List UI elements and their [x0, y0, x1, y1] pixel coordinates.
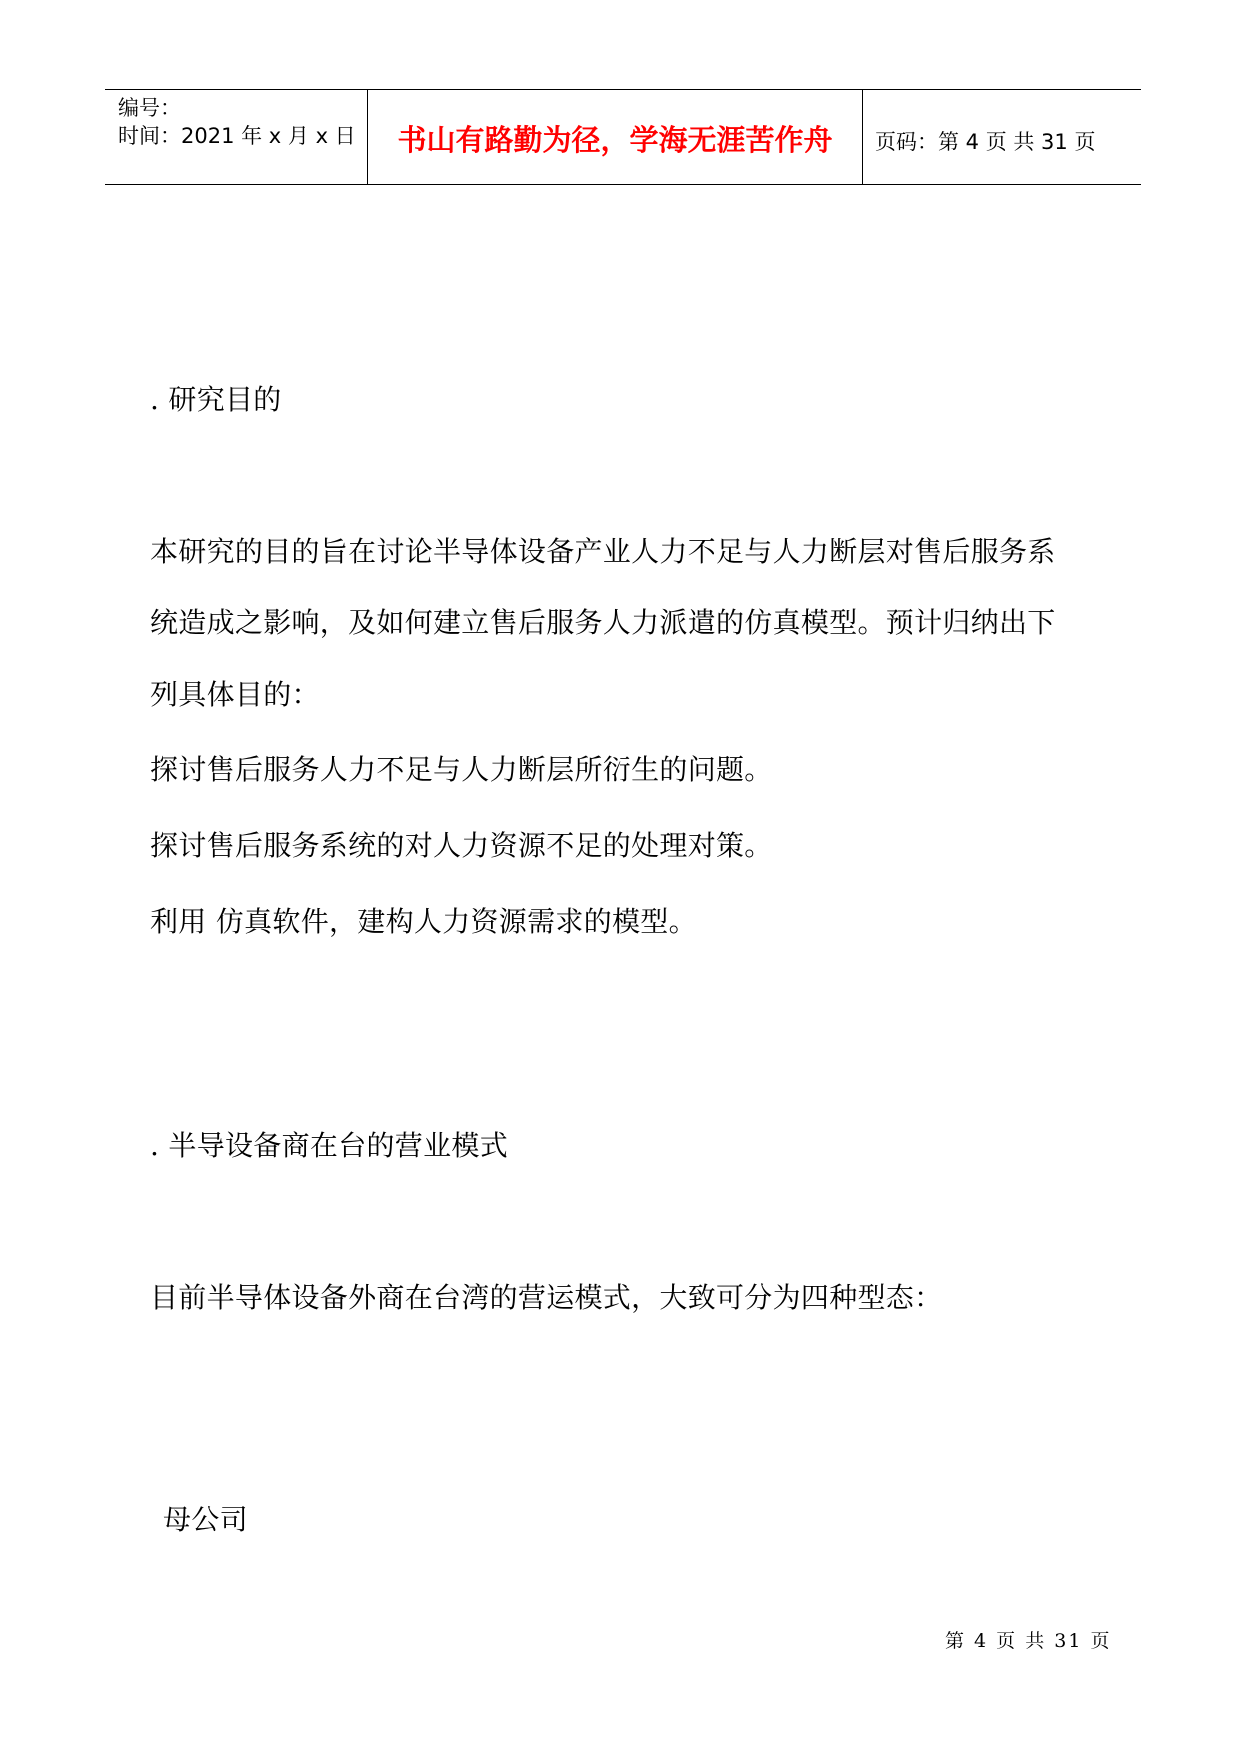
paragraph-line: 统造成之影响，及如何建立售后服务人力派遣的仿真模型。预计归纳出下: [150, 606, 1056, 639]
paragraph-line: 列具体目的：: [150, 678, 320, 711]
document-header: [105, 89, 1141, 185]
objective-item: 探讨售后服务人力不足与人力断层所衍生的问题。: [150, 753, 773, 786]
date-label: 时间：2021 年 x 月 x 日: [118, 124, 356, 148]
section-heading-business-model: . 半导设备商在台的营业模式: [150, 1129, 509, 1162]
subheading-parent-company: 母公司: [163, 1503, 248, 1536]
objective-item: 探讨售后服务系统的对人力资源不足的处理对策。: [150, 829, 773, 862]
motto-text: 书山有路勤为径，学海无涯苦作舟: [397, 123, 833, 157]
paragraph-line: 本研究的目的旨在讨论半导体设备产业人力不足与人力断层对售后服务系: [150, 535, 1056, 568]
objective-item: 利用 仿真软件，建构人力资源需求的模型。: [150, 905, 697, 938]
header-info-cell: [105, 90, 368, 184]
page-code-label: 页码：第 4 页 共 31 页: [875, 130, 1096, 154]
page-footer: 第 4 页 共 31 页: [945, 1630, 1112, 1652]
serial-number-label: 编号：: [118, 96, 181, 120]
header-page-cell: [863, 90, 1141, 184]
paragraph-line: 目前半导体设备外商在台湾的营运模式，大致可分为四种型态：: [150, 1281, 943, 1314]
section-heading-research-purpose: . 研究目的: [150, 383, 282, 416]
header-motto-cell: [368, 90, 863, 184]
